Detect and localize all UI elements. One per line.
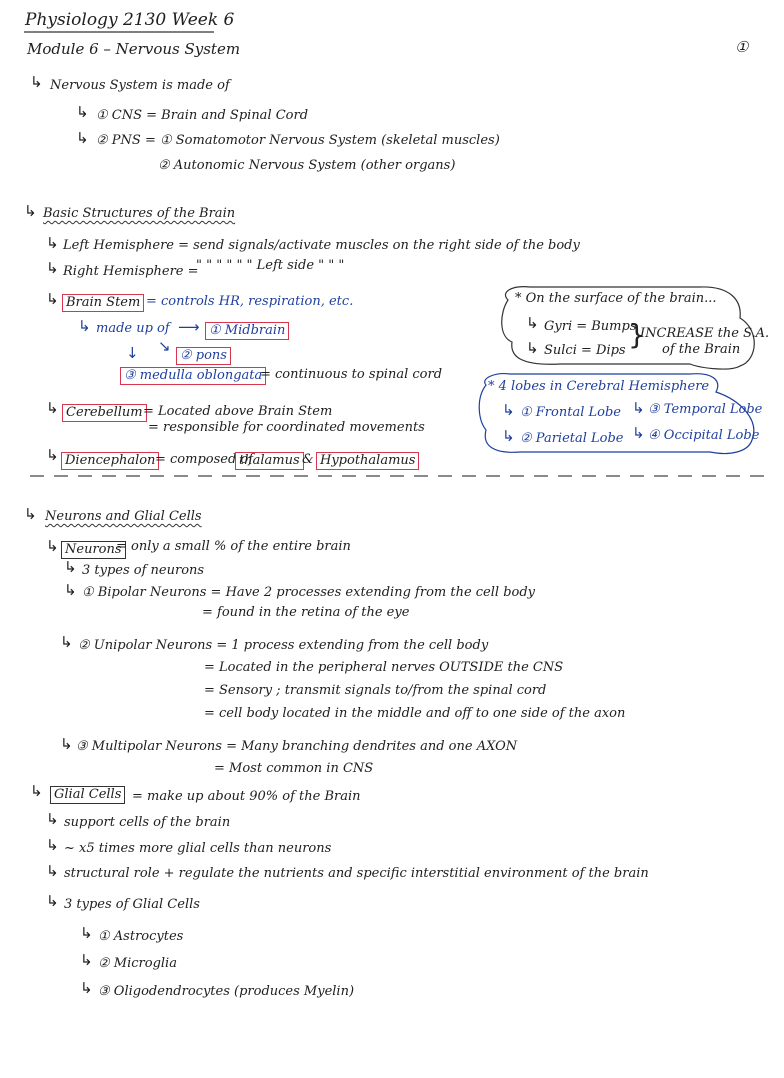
- bipolar-neurons-2: = found in the retina of the eye: [202, 605, 410, 620]
- glial-cells-def: = make up about 90% of the Brain: [132, 789, 361, 804]
- diencephalon-label: Diencephalon: [61, 452, 159, 470]
- ns-intro: Nervous System is made of: [50, 78, 230, 93]
- arrow-icon: ↳: [526, 314, 539, 332]
- of-the-brain: of the Brain: [662, 342, 741, 357]
- arrow-icon: ↳: [46, 836, 59, 854]
- bipolar-neurons: ① Bipolar Neurons = Have 2 processes extending from the cell body: [82, 585, 536, 600]
- arrow-icon: ↳: [30, 73, 43, 91]
- parietal-lobe: ② Parietal Lobe: [520, 431, 624, 446]
- glial-cells-label: Glial Cells: [50, 786, 125, 804]
- neurons-heading: Neurons and Glial Cells: [45, 509, 202, 524]
- arrow-icon: ↳: [24, 505, 37, 523]
- hypothalamus: Hypothalamus: [316, 452, 419, 470]
- arrow-icon: ↳: [46, 290, 59, 308]
- arrow-icon: ↳: [46, 810, 59, 828]
- arrow-icon: ↳: [64, 558, 77, 576]
- ampersand: &: [302, 452, 314, 467]
- arrow-icon: ↳: [46, 446, 59, 464]
- brain-stem-def: = controls HR, respiration, etc.: [146, 294, 354, 309]
- arrow-icon: ↳: [80, 951, 93, 969]
- arrow-icon: ↳: [78, 317, 91, 335]
- sulci: Sulci = Dips: [544, 343, 626, 358]
- brace-icon: }: [628, 318, 646, 351]
- three-types-glial: 3 types of Glial Cells: [64, 897, 200, 912]
- right-arrow-icon: ⟶: [178, 318, 200, 336]
- arrow-icon: ↳: [24, 202, 37, 220]
- page-title: Physiology 2130 Week 6: [25, 10, 235, 30]
- glial-times: ~ x5 times more glial cells than neurons: [64, 841, 332, 856]
- arrow-icon: ↳: [64, 581, 77, 599]
- arrow-icon: ↳: [76, 129, 89, 147]
- down-arrow-icon: ↓: [126, 344, 139, 362]
- oligodendrocytes: ③ Oligodendrocytes (produces Myelin): [98, 984, 355, 999]
- left-hemisphere: Left Hemisphere = send signals/activate muscles on the right side of the body: [63, 238, 580, 253]
- occipital-lobe: ④ Occipital Lobe: [648, 428, 760, 443]
- cerebellum-def-1: = Located above Brain Stem: [143, 404, 333, 419]
- microglia: ② Microglia: [98, 956, 177, 971]
- arrow-icon: ↳: [46, 892, 59, 910]
- cerebellum-label: Cerebellum: [62, 404, 147, 422]
- arrow-icon: ↳: [632, 424, 645, 442]
- unipolar-neurons-2: = Located in the peripheral nerves OUTSIDE the CNS: [204, 660, 564, 675]
- brain-stem-label: Brain Stem: [62, 294, 144, 312]
- page-number: ①: [735, 38, 749, 56]
- medulla-oblongata: ③ medulla oblongata: [120, 367, 266, 385]
- arrow-icon: ↳: [46, 399, 59, 417]
- glial-structural: structural role + regulate the nutrients and specific interstitial environment of the brain: [64, 866, 649, 881]
- arrow-icon: ↳: [46, 862, 59, 880]
- right-hemisphere: Right Hemisphere =: [63, 264, 199, 279]
- arrow-icon: ↳: [502, 401, 515, 419]
- pons: ② pons: [176, 347, 231, 365]
- medulla-def: = continuous to spinal cord: [260, 367, 443, 382]
- arrow-icon: ↳: [60, 735, 73, 753]
- neurons-label: Neurons: [61, 541, 126, 559]
- made-up-of: made up of: [96, 321, 170, 336]
- frontal-lobe: ① Frontal Lobe: [520, 405, 621, 420]
- arrow-icon: ↳: [80, 979, 93, 997]
- gyri: Gyri = Bumps: [544, 319, 637, 334]
- glial-support: support cells of the brain: [64, 815, 231, 830]
- diencephalon-def: = composed of: [155, 452, 254, 467]
- unipolar-neurons-4: = cell body located in the middle and off to one side of the axon: [204, 706, 626, 721]
- arrow-icon: ↳: [76, 103, 89, 121]
- brain-heading: Basic Structures of the Brain: [43, 206, 236, 221]
- increase-sa: INCREASE the S.A.: [640, 326, 770, 341]
- arrow-icon: ↳: [502, 427, 515, 445]
- unipolar-neurons: ② Unipolar Neurons = 1 process extending from the cell body: [78, 638, 489, 653]
- midbrain: ① Midbrain: [205, 322, 289, 340]
- thalamus: thalamus: [235, 452, 304, 470]
- arrow-icon: ↳: [46, 259, 59, 277]
- multipolar-neurons: ③ Multipolar Neurons = Many branching dendrites and one AXON: [76, 739, 518, 754]
- cerebellum-def-2: = responsible for coordinated movements: [148, 420, 425, 435]
- unipolar-neurons-3: = Sensory ; transmit signals to/from the spinal cord: [204, 683, 547, 698]
- arrow-icon: ↳: [46, 234, 59, 252]
- arrow-icon: ↳: [30, 782, 43, 800]
- arrow-icon: ↳: [632, 399, 645, 417]
- arrow-icon: ↳: [60, 633, 73, 651]
- astrocytes: ① Astrocytes: [98, 929, 184, 944]
- right-hemisphere-ditto: " " " " " " Left side " " ": [196, 258, 345, 273]
- three-types-neurons: 3 types of neurons: [82, 563, 205, 578]
- surface-title: * On the surface of the brain...: [515, 291, 717, 306]
- ns-pns-autonomic: ② Autonomic Nervous System (other organs): [158, 158, 456, 173]
- arrow-icon: ↳: [46, 537, 59, 555]
- lobes-title: * 4 lobes in Cerebral Hemisphere: [488, 379, 710, 394]
- diagonal-arrow-icon: ↘: [158, 337, 171, 355]
- multipolar-neurons-2: = Most common in CNS: [214, 761, 374, 776]
- module-title: Module 6 – Nervous System: [27, 40, 241, 58]
- ns-pns: ② PNS = ① Somatomotor Nervous System (skeletal muscles): [96, 133, 500, 148]
- ns-cns: ① CNS = Brain and Spinal Cord: [96, 108, 309, 123]
- temporal-lobe: ③ Temporal Lobe: [648, 402, 763, 417]
- arrow-icon: ↳: [526, 339, 539, 357]
- neurons-def: = only a small % of the entire brain: [116, 539, 351, 554]
- arrow-icon: ↳: [80, 924, 93, 942]
